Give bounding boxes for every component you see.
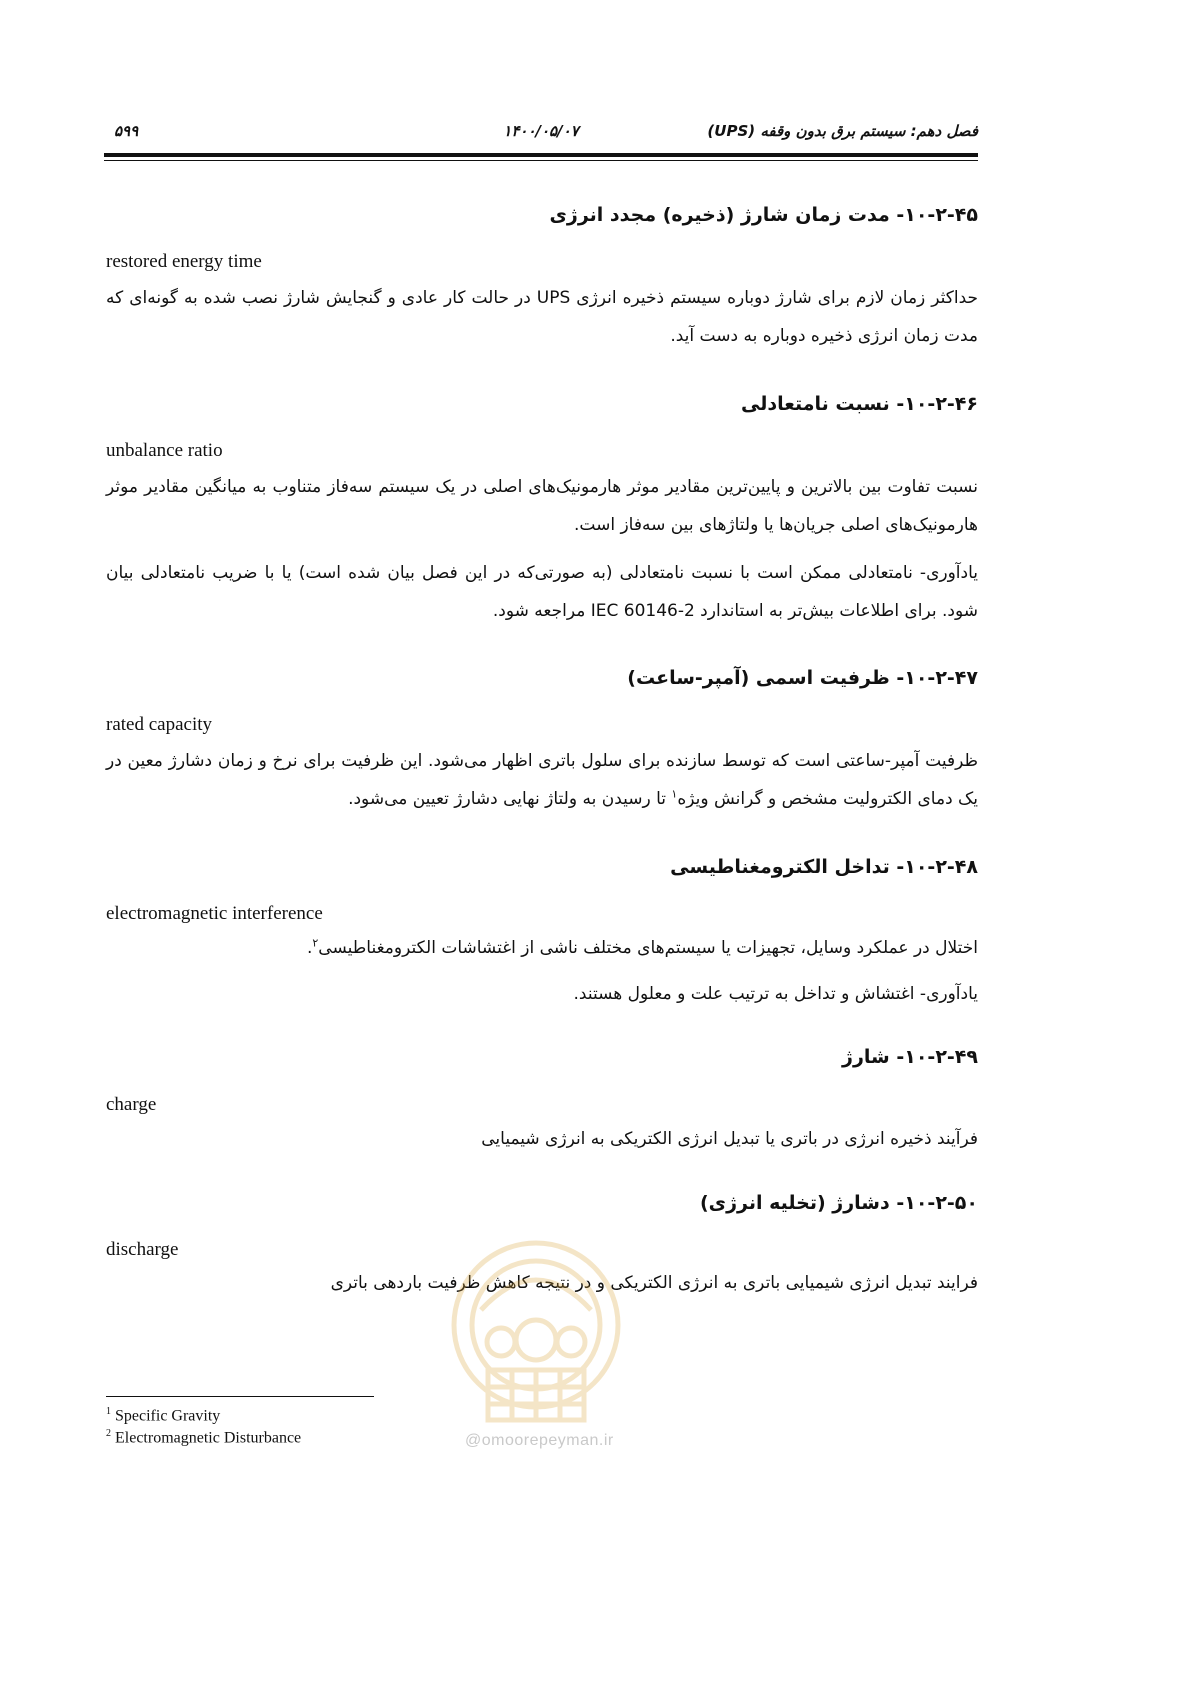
note-paragraph: یادآوری- نامتعادلی ممکن است با نسبت نامتعادلی (به صورتی‌که در این فصل بیان شده است) یا با ضریب نامتعادلی بیان شود. برای اطلاعات بیش‌تر به استاندارد IEC 60146-2 مراجعه شود. (106, 563, 978, 621)
page-number: ۵۹۹ (114, 122, 139, 140)
definition-text-tail: تا رسیدن به ولتاژ نهایی دشارژ تعیین می‌شود. (348, 789, 672, 809)
definition-paragraph: فرایند تبدیل انرژی شیمیایی باتری به انرژی الکتریکی و در نتیجه کاهش ظرفیت باردهی باتری (330, 1273, 978, 1293)
term-english: discharge (106, 1239, 179, 1260)
footnote: $^1$ Specific Gravity (106, 1406, 221, 1425)
definition-text: ظرفیت آمپر-ساعتی است که توسط سازنده برای سلول باتری اظهار می‌شود. این ظرفیت برای نرخ و زمان دشارژ معین در یک دمای الکترولیت مشخص و گرانش ویژه (106, 751, 978, 809)
term-english: restored energy time (106, 251, 262, 272)
footnote-ref: ۲ (312, 936, 319, 950)
watermark-seal-icon (443, 1230, 629, 1456)
definition-paragraph (106, 742, 978, 818)
term-english: electromagnetic interference (106, 903, 323, 924)
footnote-rule (106, 1396, 374, 1397)
section-heading: ۱۰-۲-۴۸- تداخل الکترومغناطیسی (670, 856, 978, 878)
term-english: rated capacity (106, 714, 213, 735)
section-heading: ۱۰-۲-۴۶- نسبت نامتعادلی (741, 393, 978, 415)
term-english: unbalance ratio (106, 440, 223, 461)
note-paragraph: یادآوری- اغتشاش و تداخل به ترتیب علت و معلول هستند. (573, 984, 978, 1004)
section-heading: ۱۰-۲-۴۵- مدت زمان شارژ (ذخیره) مجدد انرژی (549, 204, 978, 226)
header-rule-thin (104, 160, 978, 161)
section-heading: ۱۰-۲-۴۷- ظرفیت اسمی (آمپر-ساعت) (627, 667, 978, 689)
definition-text: اختلال در عملکرد وسایل، تجهیزات یا سیستم‌های مختلف ناشی از اغتشاشات الکترومغناطیسی (318, 938, 978, 958)
revision-date: ۱۴۰۰/۰۵/۰۷ (503, 122, 579, 140)
watermark-url: @omoorepeyman.ir (465, 1432, 614, 1449)
section-heading: ۱۰-۲-۵۰- دشارژ (تخلیه انرژی) (700, 1192, 978, 1214)
definition-text-tail: . (306, 938, 313, 958)
page-header (104, 122, 978, 146)
definition-paragraph: نسبت تفاوت بین بالاترین و پایین‌ترین مقادیر موثر هارمونیک‌های اصلی در یک سیستم سه‌فاز متناوب به میانگین مقادیر موثر هارمونیک‌های اصلی جریان‌ها یا ولتاژهای بین سه‌فاز است. (106, 477, 978, 535)
definition-paragraph: فرآیند ذخیره انرژی در باتری یا تبدیل انرژی الکتریکی به انرژی شیمیایی (481, 1129, 978, 1149)
section-heading: ۱۰-۲-۴۹- شارژ (842, 1046, 978, 1068)
definition-paragraph (106, 929, 978, 967)
header-rule-thick (104, 153, 978, 157)
footnote: $^2$ Electromagnetic Disturbance (106, 1428, 302, 1447)
footnote-ref: ۱ (671, 787, 678, 801)
definition-paragraph: حداکثر زمان لازم برای شارژ دوباره سیستم ذخیره انرژی UPS در حالت کار عادی و گنجایش شارژ نصب شده به گونه‌ای که مدت زمان انرژی ذخیره دوباره به دست آید. (106, 288, 979, 346)
chapter-title: فصل دهم: سیستم برق بدون وقفه (UPS) (707, 122, 978, 140)
term-english: charge (106, 1094, 157, 1115)
